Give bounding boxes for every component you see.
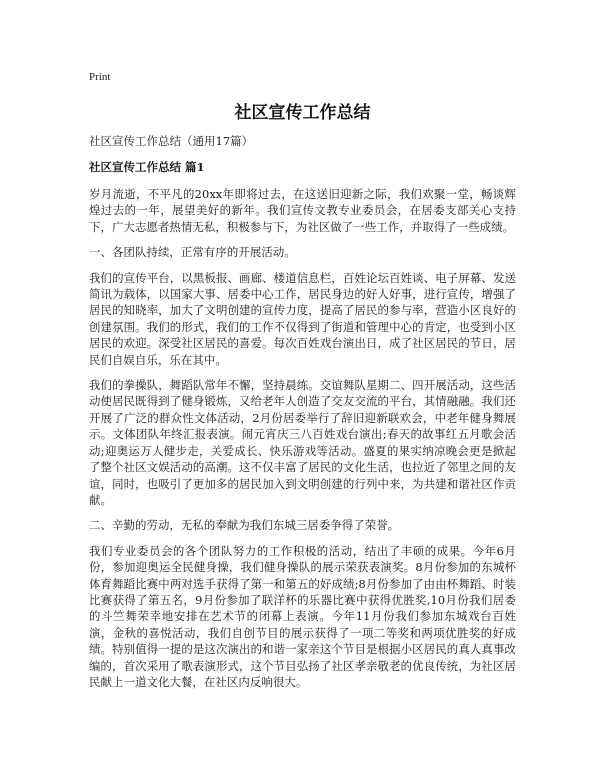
print-label: Print (89, 71, 111, 83)
paragraph-heading-two: 二、辛勤的劳动，无私的奉献为我们东城三居委争得了荣誉。 (89, 518, 400, 533)
paragraph-achievements: 我们专业委员会的各个团队努力的工作积极的活动，结出了丰硕的成果。今年6月份，参加迎奥运全民健身操，我们健身操队的展示荣获表演奖。8月份参加的东城杯体育舞蹈比赛中两对选手获得了第一和第五的好成绩;8月份参加了由由杯舞蹈、时装比赛获得了第五名，9月份参加了联洋杯的乐器比赛中获得优胜奖,10月份我们居委的斗竺舞荣幸地安排在艺术节的闭幕上表演。今年11月份我们参加东城戏台百姓演，金秋的喜悦活动，我们自创节目的展示获得了一项二等奖和两项优胜奖的好成绩。特别值得一提的是这次演出的和谐一家亲这个节目是根据小区居民的真人真事改编的，首次采用了歌表演形式，这个节目弘扬了社区孝亲敬老的优良传统，为社区居民献上一道文化大餐，在社区内反响很大。 (89, 543, 516, 689)
paragraph-heading-one: 一、各团队持续，正常有序的开展活动。 (89, 245, 296, 260)
section-heading: 社区宣传工作总结 篇1 (89, 160, 205, 174)
document-title: 社区宣传工作总结 (234, 103, 371, 123)
paragraph-intro: 岁月流逝，不平凡的20xx年即将过去，在这送旧迎新之际，我们欢聚一堂，畅谈辉煌过去的一年，展望美好的新年。我们宣传文教专业委员会，在居委支部关心支持下，广大志愿者热情无私，积极参与下，为社区做了一些工作，并取得了一些成绩。 (89, 187, 516, 234)
paragraph-team-activities: 我们的拳操队，舞蹈队常年不懈，坚持晨练。交谊舞队星期二、四开展活动，这些活动使居民既得到了健身锻炼，又给老年人创造了交友交流的平台，其情融融。我们还开展了广泛的群众性文体活动，2月份居委举行了辞旧迎新联欢会，中老年健身舞展示。文体团队年终汇报表演。闹元宵庆三八百姓戏台演出;春天的故事红五月歌会活动;迎奥运万人健步走，关爱成长、快乐游戏等活动。盛夏的果实纳凉晚会更是掀起了整个社区文娱活动的高潮。这不仅丰富了居民的文化生活，也拉近了邻里之间的友谊，同时，也吸引了更加多的居民加入到文明创建的行列中来，为共建和谐社区作贡献。 (89, 378, 516, 507)
document-subtitle: 社区宣传工作总结（通用17篇） (89, 134, 254, 148)
document-page (89, 70, 516, 690)
paragraph-publicity-platform: 我们的宣传平台，以黑板报、画廊、楼道信息栏，百姓论坛百姓谈、电子屏幕、发送简讯为载体，以国家大事、居委中心工作，居民身边的好人好事，进行宣传，增强了居民的知晓率，加大了文明创建的宣传力度，提高了居民的参与率，营造小区良好的创建氛围。我们的形式，我们的工作不仅得到了街道和管理中心的肯定，也受到小区居民的欢迎。深受社区居民的喜爱。每次百姓戏台演出日，成了社区居民的节日，居民们自娱自乐，乐在其中。 (89, 270, 516, 367)
